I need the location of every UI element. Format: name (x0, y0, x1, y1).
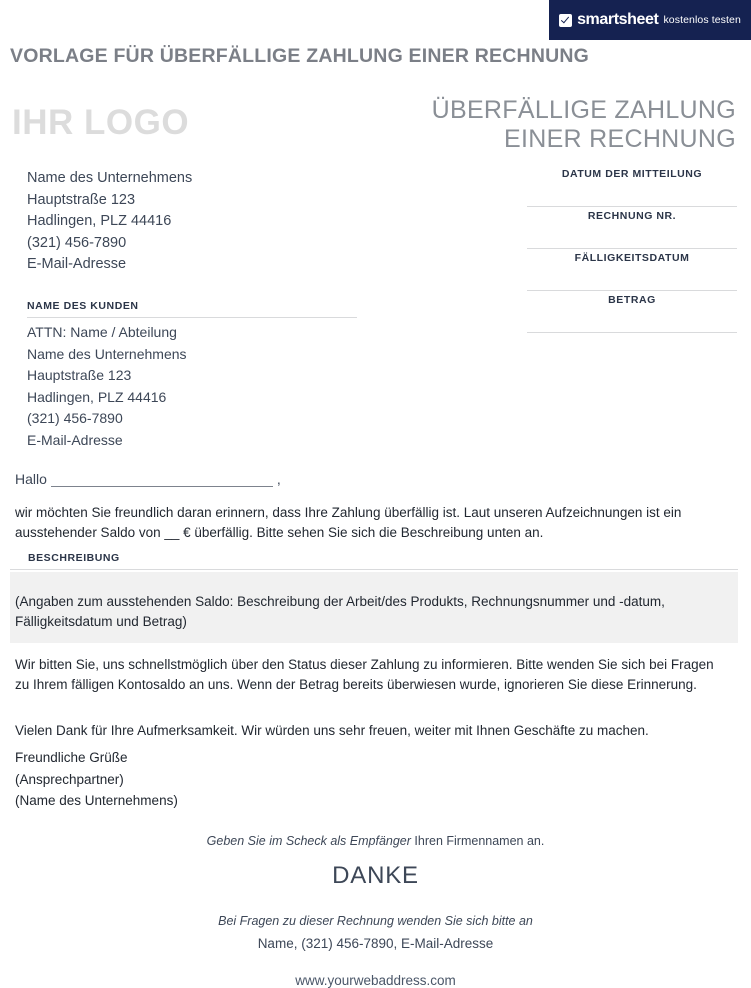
sender-company-name: Name des Unternehmens (27, 170, 193, 186)
field-label-amount: BETRAG (608, 294, 656, 306)
page-title: VORLAGE FÜR ÜBERFÄLLIGE ZAHLUNG EINER RECHNUNG (10, 45, 590, 67)
footer-check-note-emphasis: Geben Sie im Scheck als Empfänger (206, 834, 411, 848)
body-paragraph-1: Wir bitten Sie, uns schnellstmöglich über den Status dieser Zahlung zu informieren. Bitte wenden Sie sich bei Fragen zu Ihrem fälligen Kontosaldo an uns. Wenn der Betrag bereits überwiesen wurde, ignorieren Sie diese Erinnerung. (15, 657, 714, 692)
description-section-divider (10, 569, 738, 570)
field-label-notice-date: DATUM DER MITTEILUNG (561, 168, 703, 180)
salutation-word: Hallo (15, 471, 47, 487)
invoice-headline-line-1: ÜBERFÄLLIGE ZAHLUNG (431, 96, 736, 124)
sender-email: E-Mail-Adresse (27, 256, 127, 272)
footer-website: www.yourwebaddress.com (295, 973, 456, 988)
footer-check-note (0, 832, 751, 850)
smartsheet-wordmark: smartsheet (577, 11, 659, 28)
field-label-invoice-number: RECHNUNG NR. (587, 210, 677, 222)
footer-thanks: DANKE (332, 862, 419, 889)
smartsheet-tagline: kostenlos testen (663, 14, 741, 26)
description-placeholder-text: (Angaben zum ausstehenden Saldo: Beschreibung der Arbeit/des Produkts, Rechnungsnummer und -datum, Fälligkeitsdatum und Betrag) (15, 594, 665, 629)
invoice-meta-fields (527, 165, 737, 333)
customer-company-name: Name des Unternehmens (27, 345, 187, 362)
salutation-name-blank[interactable] (51, 473, 273, 487)
checkbox-check-icon (559, 14, 572, 27)
signoff-contact-person: (Ansprechpartner) (15, 771, 124, 787)
customer-section-label: NAME DES KUNDEN (27, 300, 139, 312)
sender-street: Hauptstraße 123 (27, 191, 136, 208)
customer-address-block (27, 322, 367, 451)
customer-attn: ATTN: Name / Abteilung (27, 324, 177, 340)
signoff-block (15, 747, 415, 812)
salutation-row (15, 471, 281, 487)
smartsheet-brand-badge[interactable] (549, 0, 751, 40)
customer-email: E-Mail-Adresse (27, 431, 123, 448)
customer-section-divider (27, 317, 357, 318)
logo-placeholder: IHR LOGO (12, 103, 190, 142)
customer-phone: (321) 456-7890 (27, 410, 123, 426)
field-row-amount[interactable] (527, 291, 737, 333)
intro-paragraph: wir möchten Sie freundlich daran erinnern, dass Ihre Zahlung überfällig ist. Laut unseren Aufzeichnungen ist ein ausstehender Saldo von __ € überfällig. Bitte sehen Sie sich die Beschreibung unten an. (15, 505, 682, 540)
document-footer (0, 832, 751, 988)
invoice-headline (406, 96, 736, 154)
body-paragraph-2: Vielen Dank für Ihre Aufmerksamkeit. Wir würden uns sehr freuen, weiter mit Ihnen Geschäfte zu machen. (15, 723, 649, 738)
customer-section-header (27, 300, 357, 318)
signoff-greeting: Freundliche Grüße (15, 750, 128, 765)
footer-contact-line: Name, (321) 456-7890, E-Mail-Adresse (257, 936, 494, 951)
sender-phone: (321) 456-7890 (27, 234, 127, 251)
field-row-notice-date[interactable] (527, 165, 737, 207)
customer-street: Hauptstraße 123 (27, 367, 132, 383)
footer-question-note: Bei Fragen zu dieser Rechnung wenden Sie sich bitte an (218, 914, 533, 928)
salutation-comma: , (276, 471, 281, 487)
field-row-invoice-number[interactable] (527, 207, 737, 249)
sender-address-block (27, 168, 357, 276)
field-row-due-date[interactable] (527, 249, 737, 291)
description-section-label: BESCHREIBUNG (28, 552, 120, 564)
footer-check-note-rest: Ihren Firmennamen an. (410, 834, 545, 848)
customer-city-zip: Hadlingen, PLZ 44416 (27, 388, 167, 405)
signoff-company-name: (Name des Unternehmens) (15, 793, 178, 808)
invoice-headline-line-2: EINER RECHNUNG (504, 125, 736, 153)
sender-city-zip: Hadlingen, PLZ 44416 (27, 213, 172, 229)
field-label-due-date: FÄLLIGKEITSDATUM (574, 252, 690, 264)
